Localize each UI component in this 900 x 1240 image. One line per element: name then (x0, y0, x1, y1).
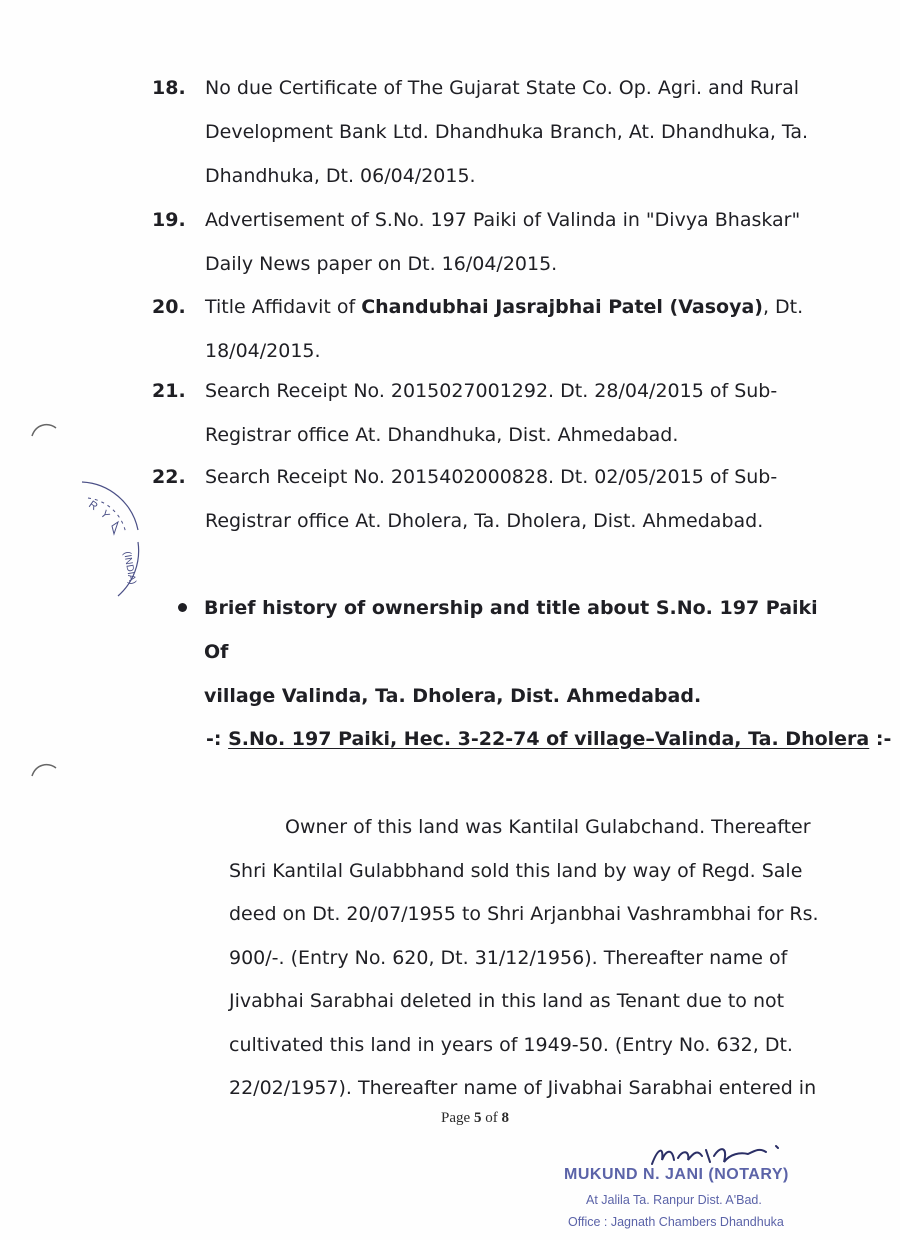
seal-text: (INDIA) (121, 550, 138, 586)
list-line: Development Bank Ltd. Dhandhuka Branch, At. Dhandhuka, Ta. (205, 121, 809, 143)
list-line: Registrar office At. Dhandhuka, Dist. Ahmedabad. (205, 424, 679, 446)
svg-text:R: R (86, 498, 100, 514)
page-footer (0, 1110, 900, 1127)
list-item-text (205, 66, 839, 198)
list-line: 18/04/2015. (205, 340, 321, 362)
paragraph-line: 22/02/1957). Thereafter name of Jivabhai Sarabhai entered in (229, 1077, 817, 1099)
list-line: Search Receipt No. 2015027001292. Dt. 28/04/2015 of Sub- (205, 380, 778, 402)
of-word: of (485, 1110, 498, 1126)
list-number: 22. (152, 466, 186, 488)
section-heading-suffix: :- (869, 728, 892, 750)
section-heading-prefix: -: (206, 728, 229, 750)
page-word: Page (441, 1110, 471, 1126)
list-line: Daily News paper on Dt. 16/04/2015. (205, 253, 558, 275)
list-number: 19. (152, 209, 186, 231)
history-paragraph (229, 806, 839, 1111)
bullet-line: Brief history of ownership and title about S.No. 197 Paiki Of (204, 597, 818, 663)
section-heading-title: S.No. 197 Paiki, Hec. 3-22-74 of village–Valinda, Ta. Dholera (228, 728, 870, 750)
list-line: Dhandhuka, Dt. 06/04/2015. (205, 165, 476, 187)
list-item-text (205, 198, 839, 286)
paragraph-line: Jivabhai Sarabhai deleted in this land as Tenant due to not (229, 990, 785, 1012)
punch-hole-icon (30, 420, 60, 440)
paragraph-line: cultivated this land in years of 1949-50. (Entry No. 632, Dt. (229, 1033, 793, 1056)
section-heading (206, 721, 891, 757)
list-line: Advertisement of S.No. 197 Paiki of Valinda in "Divya Bhaskar" (205, 209, 801, 231)
bullet-heading (204, 586, 844, 718)
list-item-text (205, 369, 839, 457)
bullet-icon (178, 603, 187, 612)
list-line: No due Certificate of The Gujarat State Co. Op. Agri. and Rural (205, 77, 800, 99)
list-item-text (205, 455, 839, 543)
list-line (205, 285, 839, 329)
notary-seal-icon (68, 470, 148, 610)
affiant-name: Chandubhai Jasrajbhai Patel (Vasoya) (361, 296, 763, 318)
affidavit-suffix: , Dt. (762, 296, 804, 318)
list-number: 18. (152, 77, 186, 99)
svg-text:Y: Y (97, 508, 112, 522)
bullet-line: village Valinda, Ta. Dholera, Dist. Ahmedabad. (204, 685, 702, 707)
notary-name: MUKUND N. JANI (NOTARY) (564, 1166, 789, 1183)
list-line: Search Receipt No. 2015402000828. Dt. 02/05/2015 of Sub- (205, 466, 778, 488)
paragraph-line: Shri Kantilal Gulabbhand sold this land by way of Regd. Sale (229, 859, 803, 882)
list-item-text (205, 285, 839, 373)
paragraph-line: deed on Dt. 20/07/1955 to Shri Arjanbhai Vashrambhai for Rs. (229, 903, 819, 925)
paragraph-line: 900/-. (Entry No. 620, Dt. 31/12/1956). Thereafter name of (229, 946, 788, 969)
list-number: 20. (152, 296, 186, 318)
notary-office: Office : Jagnath Chambers Dhandhuka (568, 1215, 784, 1229)
list-line: Registrar office At. Dholera, Ta. Dholera, Dist. Ahmedabad. (205, 510, 764, 532)
list-number: 21. (152, 380, 186, 402)
affidavit-prefix: Title Affidavit of (205, 296, 362, 318)
page-total: 8 (501, 1110, 509, 1126)
page-number: 5 (473, 1110, 482, 1126)
punch-hole-icon (30, 760, 60, 780)
notary-address: At Jalila Ta. Ranpur Dist. A'Bad. (586, 1193, 762, 1207)
paragraph-line: Owner of this land was Kantilal Gulabchand. Thereafter (285, 816, 811, 838)
notary-stamp (560, 1140, 860, 1240)
